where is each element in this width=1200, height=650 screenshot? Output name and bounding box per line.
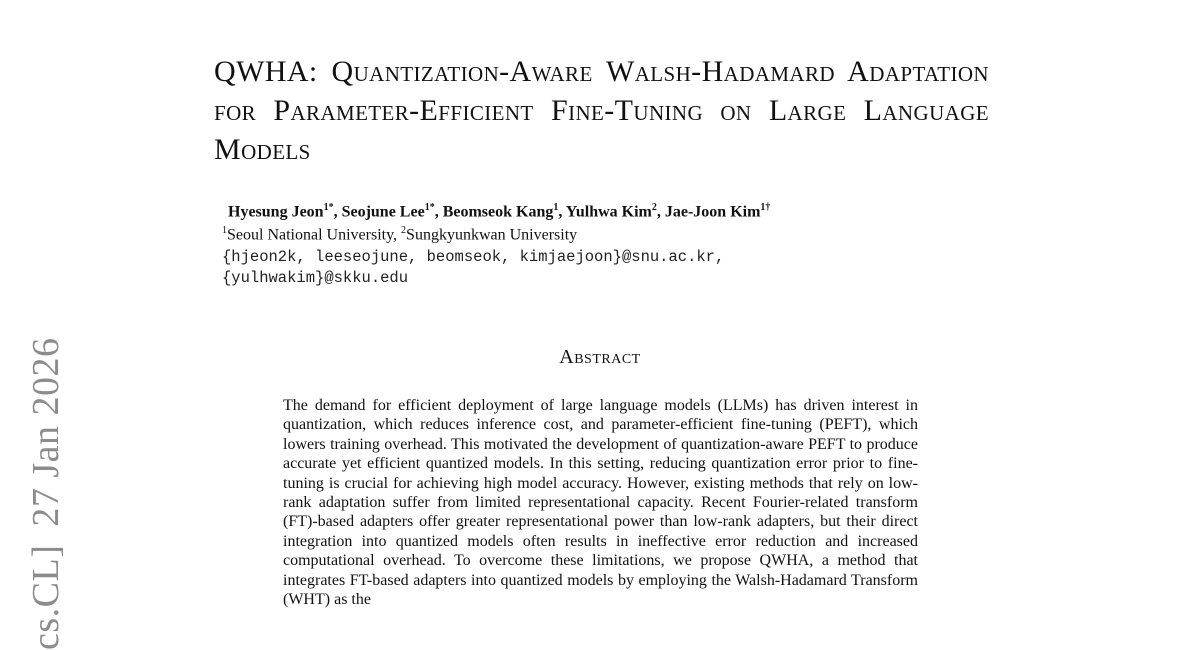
author-mark: 1† — [760, 202, 771, 213]
arxiv-side-stamp — [24, 337, 68, 650]
email-line: {yulhwakim}@skku.edu — [222, 269, 409, 287]
author-name: Seojune Lee — [341, 203, 425, 221]
affiliations: $^1$Seoul National University, $^2$Sungkyunkwan University — [222, 225, 578, 244]
author-mark: 1* — [424, 202, 435, 213]
author-emails — [222, 247, 724, 289]
author-mark: 1 — [553, 202, 559, 213]
affiliation-mark: 1 — [222, 225, 227, 236]
author-mark: 1* — [323, 202, 334, 213]
author-name: Beomseok Kang — [442, 203, 554, 221]
affiliation-name: Seoul National University — [227, 226, 394, 244]
arxiv-date: 27 Jan 2026 — [25, 337, 67, 527]
arxiv-category: cs.CL] — [25, 544, 67, 650]
author-name: Hyesung Jeon — [228, 203, 324, 221]
abstract-text: The demand for efficient deployment of large language models (LLMs) has driven interest in quantization, which reduces inference cost, and parameter-efficient fine-tuning (PEFT), which lowers training overhead. This motivated the development of quantization-aware PEFT to produce accurate yet efficient quantized models. In this setting, reducing quantization error prior to fine-tuning is crucial for achieving high model accuracy. However, existing methods that rely on low-rank adaptation suffer from limited representational capacity. Recent Fourier-related transform (FT)-based adapters offer greater representational power than low-rank adapters, but their direct integration into quantized models often results in ineffective error reduction and increased computational overhead. To overcome these limitations, we propose QWHA, a method that integrates FT-based adapters into quantized models by employing the Walsh-Hadamard Transform (WHT) as the — [283, 397, 918, 609]
paper-title: QWHA: Quantization-Aware Walsh-Hadamard Adaptation for Parameter-Efficient Fine-Tuning on Large Language Models — [214, 55, 989, 166]
affiliation-mark: 2 — [401, 225, 407, 236]
abstract-heading: Abstract — [559, 346, 641, 368]
author-name: Jae-Joon Kim — [664, 203, 761, 221]
email-line: {hjeon2k, leeseojune, beomseok, kimjaejoon}@snu.ac.kr, — [222, 248, 725, 266]
author-mark: 2 — [651, 202, 657, 213]
author-name: Yulhwa Kim — [565, 203, 652, 221]
affiliation-name: Sungkyunkwan University — [406, 226, 578, 244]
author-list: Hyesung Jeon$^{1*}$, Seojune Lee$^{1*}$, Beomseok Kang$^1$, Yulhwa Kim$^2$, Jae-Joon Kim$^{1\dagger}$ — [228, 202, 771, 221]
